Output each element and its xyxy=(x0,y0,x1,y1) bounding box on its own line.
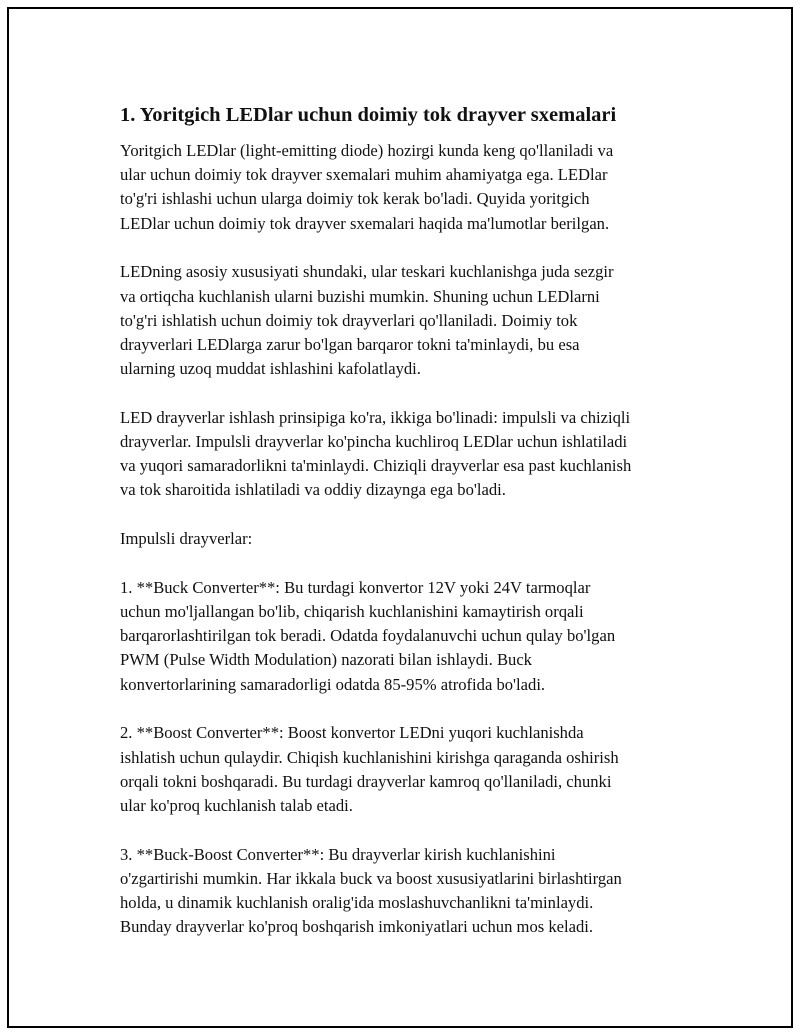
paragraph-impulse-heading: Impulsli drayverlar: xyxy=(120,529,253,549)
paragraph-intro: Yoritgich LEDlar (light-emitting diode) hozirgi kunda keng qo'llaniladi va ular uchun doimiy tok drayver sxemalari muhim ahamiyatga ega. LEDlar to'g'ri ishlashi uchun ularga doimiy tok kerak bo'ladi. Quyida yoritgich LEDlar uchun doimiy tok drayver sxemalari haqida ma'lumotlar berilgan. xyxy=(120,141,614,233)
paragraph-buck-boost-converter: 3. **Buck-Boost Converter**: Bu drayverlar kirish kuchlanishini o'zgartirishi mumkin. Har ikkala buck va boost xususiyatlarini birlashtirgan holda, u dinamik kuchlanish oralig'ida moslashuvchanlikni ta'minlaydi. Bunday drayverlar ko'proq boshqarish imkoniyatlari uchun mos keladi. xyxy=(120,844,622,937)
paragraph-led-properties: LEDning asosiy xususiyati shundaki, ular teskari kuchlanishga juda sezgir va ortiqcha kuchlanish ularni buzishi mumkin. Shuning uchun LEDlarni to'g'ri ishlatish uchun doimiy tok drayverlari qo'llaniladi. Doimiy tok drayverlari LEDlarga zarur bo'lgan barqaror tokni ta'minlaydi, bu esa ularning uzoq muddat ishlashini kafolatlaydi. xyxy=(120,262,614,379)
page-frame xyxy=(7,7,793,1028)
document-title: 1. Yoritgich LEDlar uchun doimiy tok drayver sxemalari xyxy=(120,104,617,126)
paragraph-buck-converter: 1. **Buck Converter**: Bu turdagi konvertor 12V yoki 24V tarmoqlar uchun mo'ljallangan bo'lib, chiqarish kuchlanishini kamaytirish orqali barqarorlashtirilgan tok beradi. Odatda foydalanuvchi uchun qulay bo'lgan PWM (Pulse Width Modulation) nazorati bilan ishlaydi. Buck konvertorlarining samaradorligi odatda 85-95% atrofida bo'ladi. xyxy=(120,577,616,694)
paragraph-driver-types: LED drayverlar ishlash prinsipiga ko'ra, ikkiga bo'linadi: impulsli va chiziqli drayverlar. Impulsli drayverlar ko'pincha kuchliroq LEDlar uchun ishlatiladi va yuqori samaradorlikni ta'minlaydi. Chiziqli drayverlar esa past kuchlanish va tok sharoitida ishlatiladi va oddiy dizaynga ega bo'ladi. xyxy=(120,407,632,500)
document-body xyxy=(120,101,700,964)
paragraph-boost-converter: 2. **Boost Converter**: Boost konvertor LEDni yuqori kuchlanishda ishlatish uchun qulaydir. Chiqish kuchlanishini kirishga qaraganda oshirish orqali tokni boshqaradi. Bu turdagi drayverlar kamroq qo'llaniladi, chunki ular ko'proq kuchlanish talab etadi. xyxy=(120,723,619,815)
